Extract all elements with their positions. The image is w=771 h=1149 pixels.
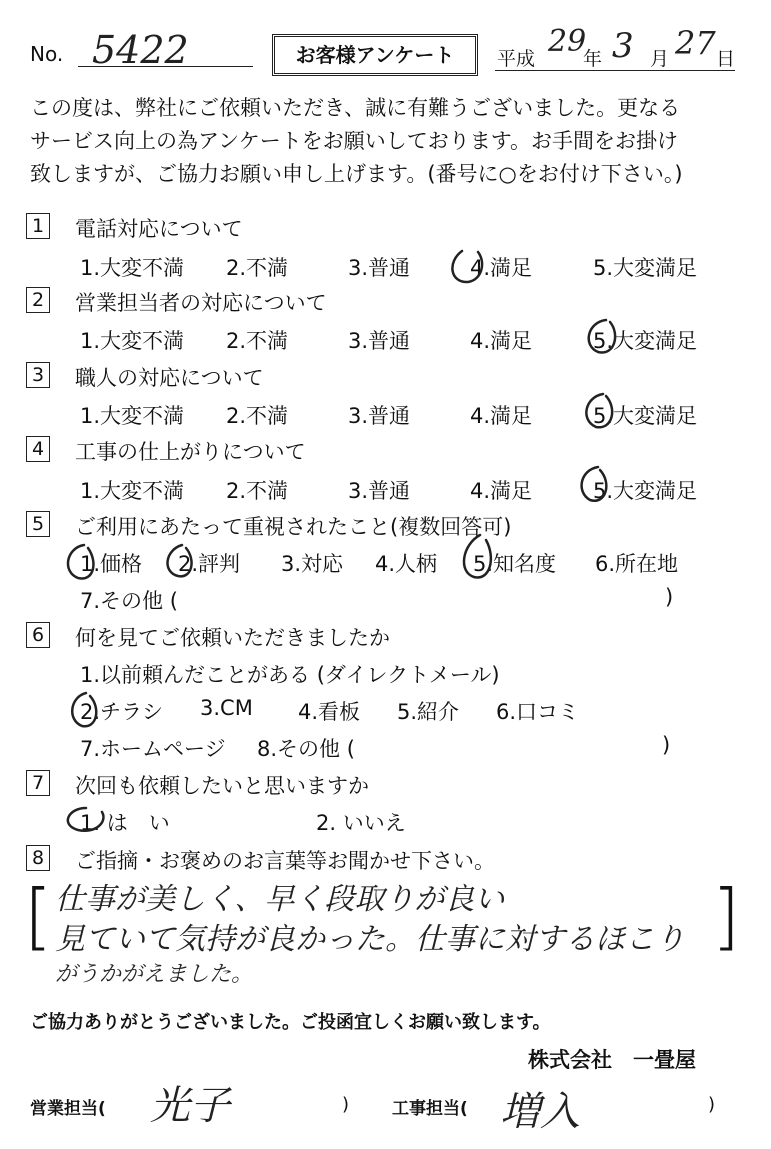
q1-title: 電話対応について — [75, 217, 243, 241]
q6-option-7[interactable]: 7.ホームページ — [80, 737, 226, 761]
work-label: 工事担当( — [392, 1099, 468, 1119]
q2-option-3[interactable]: 3.普通 — [348, 329, 411, 353]
comment-bracket-right: ] — [712, 874, 741, 958]
q1-option-4[interactable]: 4.満足 — [470, 256, 533, 280]
sales-value[interactable]: 光子 — [150, 1083, 230, 1129]
section-number-1: 1 — [26, 213, 50, 239]
q5-option-1[interactable]: 1.価格 — [80, 552, 143, 576]
q6-option-3[interactable]: 3.CM — [200, 696, 253, 720]
q6-option-6[interactable]: 6.口コミ — [496, 700, 580, 724]
intro-line: この度は、弊社にご依頼いただき、誠に有難うございました。更なる — [30, 96, 681, 120]
sales-label: 営業担当( — [30, 1099, 106, 1119]
day-value: 27 — [675, 24, 716, 62]
q2-option-1[interactable]: 1.大変不満 — [80, 329, 185, 353]
era-label: 平成 — [497, 48, 536, 70]
intro — [30, 92, 750, 191]
q4-option-3[interactable]: 3.普通 — [348, 479, 411, 503]
q5-option-4[interactable]: 4.人柄 — [375, 552, 438, 576]
q5-option-5[interactable]: 5.知名度 — [473, 552, 557, 576]
q1-option-1[interactable]: 1.大変不満 — [80, 256, 185, 280]
q1-option-2[interactable]: 2.不満 — [226, 256, 289, 280]
q7-title: 次回も依頼したいと思いますか — [75, 774, 369, 798]
q4-option-4[interactable]: 4.満足 — [470, 479, 533, 503]
q3-option-5[interactable]: 5.大変満足 — [593, 404, 698, 428]
q6-other-close: ) — [662, 733, 671, 757]
sales-close: ) — [342, 1094, 350, 1115]
q2-option-2[interactable]: 2.不満 — [226, 329, 289, 353]
q3-option-2[interactable]: 2.不満 — [226, 404, 289, 428]
q6-option-1[interactable]: 1.以前頼んだことがある (ダイレクトメール) — [80, 663, 500, 687]
q6-option-4[interactable]: 4.看板 — [298, 700, 361, 724]
q5-option-2[interactable]: 2.評判 — [178, 552, 241, 576]
q6-option-8[interactable]: 8.その他 ( — [257, 737, 355, 761]
q6-title: 何を見てご依頼いただきましたか — [75, 626, 390, 650]
q6-option-5[interactable]: 5.紹介 — [397, 700, 460, 724]
q2-title: 営業担当者の対応について — [75, 291, 327, 315]
date-underline — [495, 70, 735, 71]
q4-option-2[interactable]: 2.不満 — [226, 479, 289, 503]
work-close: ) — [708, 1094, 716, 1115]
no-value: 5422 — [92, 28, 189, 72]
q5-option-3[interactable]: 3.対応 — [281, 552, 344, 576]
q8-title: ご指摘・お褒めのお言葉等お聞かせ下さい。 — [75, 849, 495, 873]
company-name: 株式会社 一畳屋 — [528, 1048, 696, 1072]
page-title: お客様アンケート — [295, 43, 455, 67]
comment-line: 見ていて気持が良かった。仕事に対するほこり — [55, 922, 685, 957]
intro-line: 致しますが、ご協力お願い申し上げます。(番号に○をお付け下さい。) — [30, 162, 683, 186]
comment-line: 仕事が美しく、早く段取りが良い — [55, 882, 505, 917]
q5-option-other[interactable]: 7.その他 ( — [80, 589, 178, 613]
q2-option-5[interactable]: 5.大変満足 — [593, 329, 698, 353]
q5-option-6[interactable]: 6.所在地 — [595, 552, 679, 576]
q7-option-no[interactable]: 2. いいえ — [316, 811, 406, 835]
q7-option-yes[interactable]: 1. は い — [80, 811, 170, 835]
q4-option-1[interactable]: 1.大変不満 — [80, 479, 185, 503]
q2-option-4[interactable]: 4.満足 — [470, 329, 533, 353]
q3-option-4[interactable]: 4.満足 — [470, 404, 533, 428]
section-number-3: 3 — [26, 362, 50, 388]
q4-option-5[interactable]: 5.大変満足 — [593, 479, 698, 503]
section-number-6: 6 — [26, 622, 50, 648]
section-number-5: 5 — [26, 511, 50, 537]
section-number-7: 7 — [26, 770, 50, 796]
section-number-2: 2 — [26, 287, 50, 313]
section-number-8: 8 — [26, 845, 50, 871]
q6-option-2[interactable]: 2.チラシ — [80, 700, 164, 724]
section-number-4: 4 — [26, 436, 50, 462]
q5-other-close: ) — [665, 585, 674, 609]
year-label: 年 — [583, 48, 603, 70]
q3-title: 職人の対応について — [75, 366, 264, 390]
header — [0, 0, 771, 80]
comment-bracket-left: [ — [24, 874, 53, 958]
day-label: 日 — [716, 48, 736, 70]
comment-line: がうかがえました。 — [55, 962, 254, 987]
intro-line: サービス向上の為アンケートをお願いしております。お手間をお掛け — [30, 129, 679, 153]
thanks-text: ご協力ありがとうございました。ご投函宜しくお願い致します。 — [30, 1012, 551, 1033]
month-value: 3 — [612, 26, 634, 66]
q1-option-3[interactable]: 3.普通 — [348, 256, 411, 280]
work-value[interactable]: 増入 — [500, 1089, 580, 1135]
comment-box[interactable] — [55, 880, 715, 1000]
month-label: 月 — [650, 48, 670, 70]
year-value: 29 — [548, 24, 587, 59]
title-box — [272, 34, 478, 76]
q3-option-3[interactable]: 3.普通 — [348, 404, 411, 428]
q4-title: 工事の仕上がりについて — [75, 440, 306, 464]
no-label: No. — [30, 42, 64, 66]
q1-option-5[interactable]: 5.大変満足 — [593, 256, 698, 280]
q5-title: ご利用にあたって重視されたこと(複数回答可) — [75, 515, 512, 539]
q3-option-1[interactable]: 1.大変不満 — [80, 404, 185, 428]
